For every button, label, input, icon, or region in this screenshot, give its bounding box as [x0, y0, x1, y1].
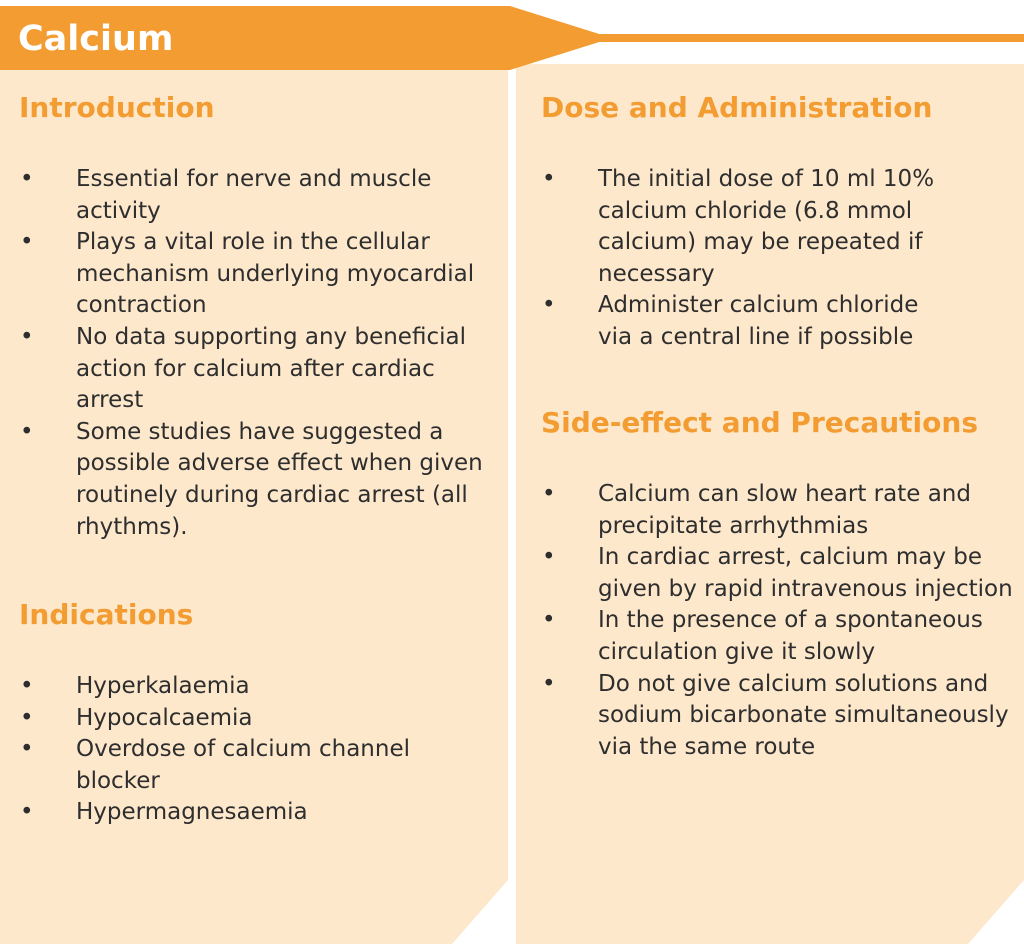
indications-heading: Indications: [19, 598, 194, 631]
side-effects-heading: Side-effect and Precautions: [541, 406, 978, 439]
page-title: Calcium: [18, 19, 174, 59]
list-item: • Plays a vital role in the cellular mechanism underlying myocardial contraction: [76, 227, 496, 322]
introduction-heading: Introduction: [19, 91, 215, 124]
list-item: • In cardiac arrest, calcium may be given by rapid intravenous injection: [598, 542, 1016, 605]
header-rule: [560, 34, 1024, 42]
dose-heading: Dose and Administration: [541, 91, 933, 124]
list-item: • Essential for nerve and muscle activity: [76, 164, 496, 227]
list-item: • Hyperkalaemia: [76, 671, 436, 703]
list-item: • Hypocalcaemia: [76, 703, 436, 735]
side-effects-list: [598, 479, 1016, 763]
list-item: • Calcium can slow heart rate and precipitate arrhythmias: [598, 479, 1016, 542]
dose-list: [598, 164, 948, 354]
indications-list: [76, 671, 436, 829]
list-item: • Some studies have suggested a possible adverse effect when given routinely during cardiac arrest (all rhythms).: [76, 417, 496, 543]
list-item: • No data supporting any beneficial action for calcium after cardiac arrest: [76, 322, 496, 417]
list-item: • Hypermagnesaemia: [76, 797, 436, 829]
list-item: • Overdose of calcium channel blocker: [76, 734, 436, 797]
list-item: • In the presence of a spontaneous circulation give it slowly: [598, 605, 1016, 668]
list-item: • The initial dose of 10 ml 10% calcium chloride (6.8 mmol calcium) may be repeated if necessary: [598, 164, 948, 290]
introduction-list: [76, 164, 496, 543]
list-item: • Administer calcium chloride via a central line if possible: [598, 290, 948, 353]
list-item: • Do not give calcium solutions and sodium bicarbonate simultaneously via the same route: [598, 669, 1016, 764]
